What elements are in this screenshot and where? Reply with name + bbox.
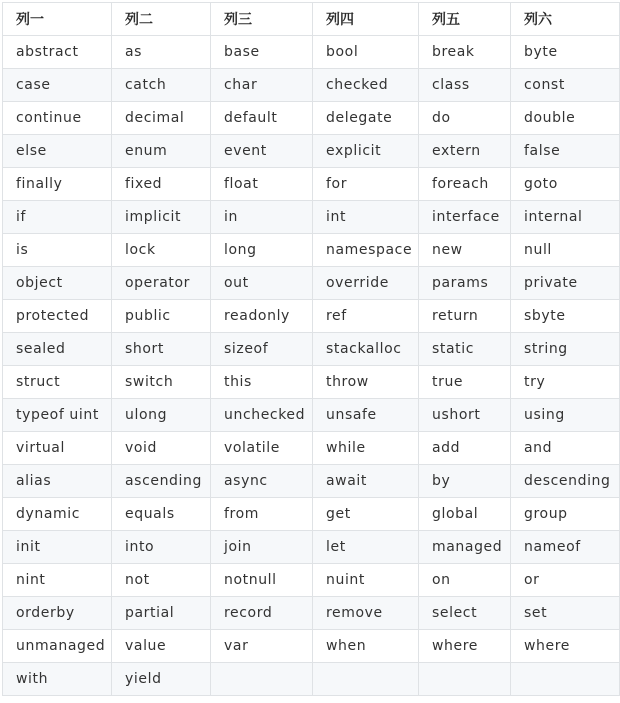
table-cell: group	[511, 498, 620, 531]
table-cell: int	[313, 201, 419, 234]
table-cell: unmanaged	[3, 630, 112, 663]
table-cell: protected	[3, 300, 112, 333]
table-cell: object	[3, 267, 112, 300]
table-cell: internal	[511, 201, 620, 234]
table-row	[3, 597, 620, 630]
table-cell: return	[419, 300, 511, 333]
table-cell: short	[112, 333, 211, 366]
table-cell: false	[511, 135, 620, 168]
table-cell: throw	[313, 366, 419, 399]
table-cell: byte	[511, 36, 620, 69]
table-cell: ulong	[112, 399, 211, 432]
table-cell: add	[419, 432, 511, 465]
table-cell: join	[211, 531, 313, 564]
table-cell: interface	[419, 201, 511, 234]
table-cell: descending	[511, 465, 620, 498]
table-cell: try	[511, 366, 620, 399]
table-cell: params	[419, 267, 511, 300]
table-cell: catch	[112, 69, 211, 102]
table-cell: base	[211, 36, 313, 69]
table-row	[3, 531, 620, 564]
table-cell: case	[3, 69, 112, 102]
table-cell: sizeof	[211, 333, 313, 366]
table-cell: and	[511, 432, 620, 465]
table-cell: alias	[3, 465, 112, 498]
table-cell: where	[511, 630, 620, 663]
table-cell: sealed	[3, 333, 112, 366]
table-cell: goto	[511, 168, 620, 201]
table-row	[3, 465, 620, 498]
table-cell: yield	[112, 663, 211, 696]
table-cell: async	[211, 465, 313, 498]
table-row	[3, 69, 620, 102]
table-cell: into	[112, 531, 211, 564]
table-cell: var	[211, 630, 313, 663]
table-cell: this	[211, 366, 313, 399]
table-cell: enum	[112, 135, 211, 168]
table-row	[3, 630, 620, 663]
table-cell: on	[419, 564, 511, 597]
table-cell: struct	[3, 366, 112, 399]
table-cell: ushort	[419, 399, 511, 432]
table-cell: in	[211, 201, 313, 234]
table-cell	[511, 663, 620, 696]
table-row	[3, 135, 620, 168]
table-cell: let	[313, 531, 419, 564]
table-cell: from	[211, 498, 313, 531]
table-cell: orderby	[3, 597, 112, 630]
table-cell: new	[419, 234, 511, 267]
table-cell: decimal	[112, 102, 211, 135]
table-cell: continue	[3, 102, 112, 135]
table-cell: ascending	[112, 465, 211, 498]
table-cell: not	[112, 564, 211, 597]
table-cell: default	[211, 102, 313, 135]
table-cell: out	[211, 267, 313, 300]
table-cell: delegate	[313, 102, 419, 135]
table-cell: lock	[112, 234, 211, 267]
table-cell: static	[419, 333, 511, 366]
table-cell: class	[419, 69, 511, 102]
table-cell: or	[511, 564, 620, 597]
table-cell: managed	[419, 531, 511, 564]
table-cell: finally	[3, 168, 112, 201]
table-cell: if	[3, 201, 112, 234]
table-cell: global	[419, 498, 511, 531]
table-cell: when	[313, 630, 419, 663]
keyword-table	[2, 2, 620, 696]
table-cell: while	[313, 432, 419, 465]
table-cell: init	[3, 531, 112, 564]
table-cell: namespace	[313, 234, 419, 267]
table-row	[3, 102, 620, 135]
table-cell: fixed	[112, 168, 211, 201]
table-row	[3, 663, 620, 696]
table-cell	[313, 663, 419, 696]
table-cell: float	[211, 168, 313, 201]
table-cell: char	[211, 69, 313, 102]
keyword-table-container	[2, 2, 620, 696]
table-cell	[419, 663, 511, 696]
table-cell: partial	[112, 597, 211, 630]
table-cell: by	[419, 465, 511, 498]
table-cell: unchecked	[211, 399, 313, 432]
column-header: 列二	[112, 3, 211, 36]
table-row	[3, 201, 620, 234]
table-cell: unsafe	[313, 399, 419, 432]
table-row	[3, 234, 620, 267]
table-cell: equals	[112, 498, 211, 531]
column-header: 列六	[511, 3, 620, 36]
table-cell: do	[419, 102, 511, 135]
table-row	[3, 432, 620, 465]
table-cell: is	[3, 234, 112, 267]
column-header: 列四	[313, 3, 419, 36]
table-cell: explicit	[313, 135, 419, 168]
table-cell: bool	[313, 36, 419, 69]
table-cell: as	[112, 36, 211, 69]
table-cell: nuint	[313, 564, 419, 597]
table-row	[3, 564, 620, 597]
table-cell	[211, 663, 313, 696]
table-cell: else	[3, 135, 112, 168]
table-cell: select	[419, 597, 511, 630]
table-cell: double	[511, 102, 620, 135]
table-cell: with	[3, 663, 112, 696]
table-row	[3, 267, 620, 300]
table-cell: ref	[313, 300, 419, 333]
table-cell: void	[112, 432, 211, 465]
table-cell: typeof uint	[3, 399, 112, 432]
table-cell: operator	[112, 267, 211, 300]
table-cell: nameof	[511, 531, 620, 564]
table-cell: nint	[3, 564, 112, 597]
table-cell: null	[511, 234, 620, 267]
table-cell: readonly	[211, 300, 313, 333]
table-cell: using	[511, 399, 620, 432]
table-cell: true	[419, 366, 511, 399]
table-cell: public	[112, 300, 211, 333]
table-cell: remove	[313, 597, 419, 630]
table-cell: set	[511, 597, 620, 630]
table-row	[3, 300, 620, 333]
table-cell: dynamic	[3, 498, 112, 531]
table-cell: value	[112, 630, 211, 663]
table-row	[3, 498, 620, 531]
table-body	[3, 36, 620, 696]
column-header: 列五	[419, 3, 511, 36]
table-cell: foreach	[419, 168, 511, 201]
table-cell: override	[313, 267, 419, 300]
table-cell: break	[419, 36, 511, 69]
table-cell: sbyte	[511, 300, 620, 333]
table-row	[3, 399, 620, 432]
table-cell: checked	[313, 69, 419, 102]
table-cell: event	[211, 135, 313, 168]
table-row	[3, 168, 620, 201]
header-row	[3, 3, 620, 36]
table-cell: string	[511, 333, 620, 366]
table-cell: volatile	[211, 432, 313, 465]
table-cell: await	[313, 465, 419, 498]
table-cell: switch	[112, 366, 211, 399]
column-header: 列三	[211, 3, 313, 36]
table-row	[3, 366, 620, 399]
table-cell: long	[211, 234, 313, 267]
table-row	[3, 36, 620, 69]
table-cell: for	[313, 168, 419, 201]
table-cell: where	[419, 630, 511, 663]
table-cell: stackalloc	[313, 333, 419, 366]
table-cell: record	[211, 597, 313, 630]
table-cell: notnull	[211, 564, 313, 597]
table-row	[3, 333, 620, 366]
table-cell: extern	[419, 135, 511, 168]
table-cell: get	[313, 498, 419, 531]
table-cell: virtual	[3, 432, 112, 465]
table-cell: implicit	[112, 201, 211, 234]
table-cell: abstract	[3, 36, 112, 69]
table-cell: private	[511, 267, 620, 300]
table-cell: const	[511, 69, 620, 102]
column-header: 列一	[3, 3, 112, 36]
